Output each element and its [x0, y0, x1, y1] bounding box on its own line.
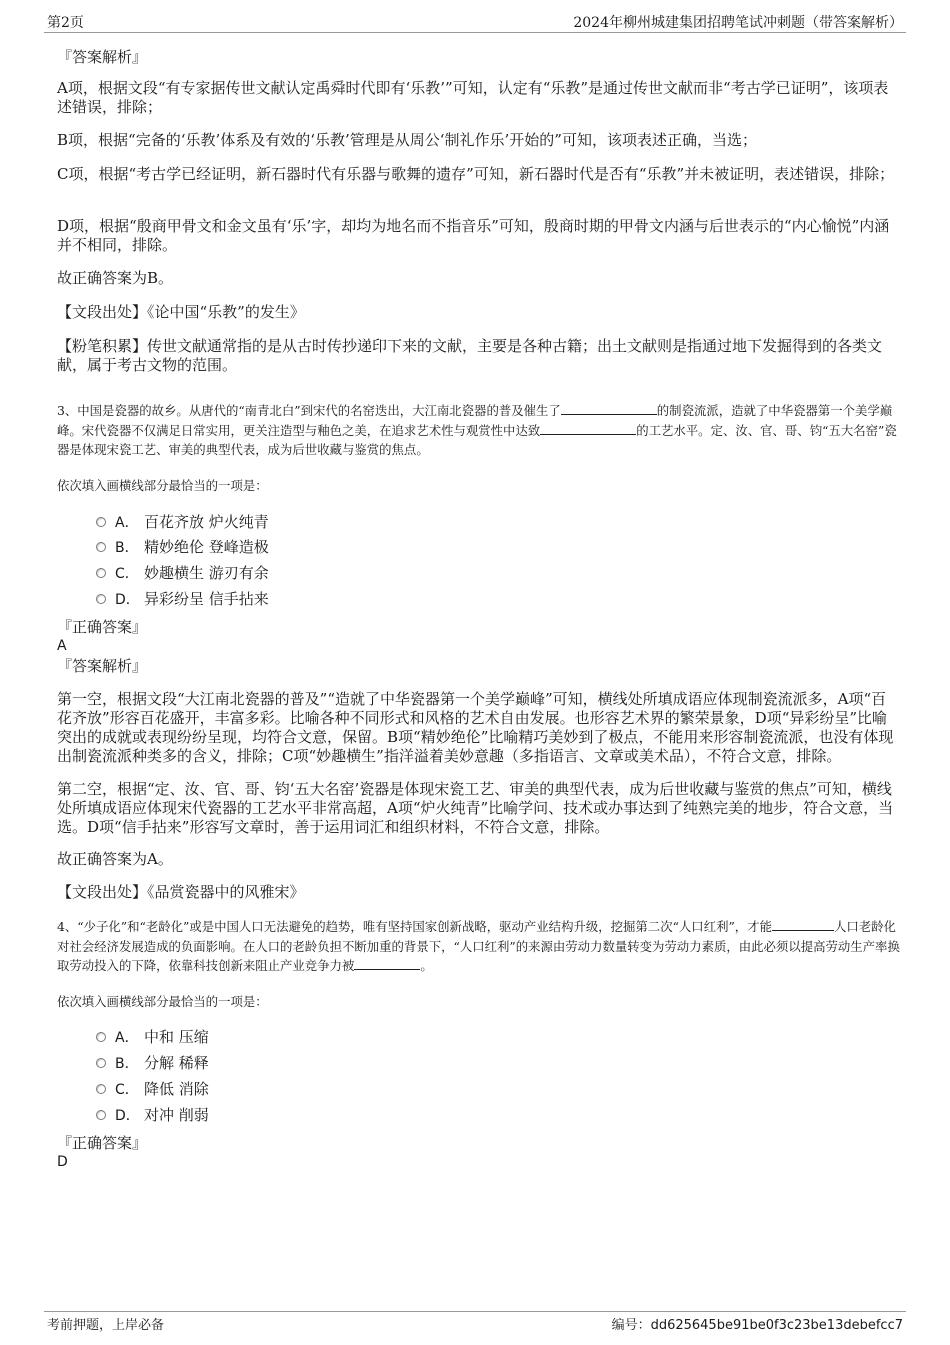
analysis-option-b: B项，根据“完备的‘乐教’体系及有效的‘乐教’管理是从周公‘制礼作乐’开始的”可知，该项表述正确，当选； — [57, 131, 757, 149]
q3-option-a[interactable]: A． 百花齐放 炉火纯青 — [96, 511, 269, 533]
radio-icon[interactable] — [96, 594, 106, 604]
q4-option-b[interactable]: B． 分解 稀释 — [96, 1052, 209, 1074]
analysis-option-d: D项，根据“殷商甲骨文和金文虽有‘乐’字，却均为地名而不指音乐”可知，殷商时期的甲骨文内涵与后世表示的“内心愉悦”内涵并不相同，排除。 — [57, 217, 890, 254]
knowledge-note: 【粉笔积累】传世文献通常指的是从古时传抄递印下来的文献，主要是各种古籍；出土文献则是指通过地下发掘得到的各类文献，属于考古文物的范围。 — [57, 337, 883, 374]
correct-answer: D — [57, 1154, 68, 1170]
blank-2 — [354, 957, 420, 970]
question-4-stem: 4、“少子化”和“老龄化”或是中国人口无法避免的趋势，唯有坚持国家创新战略，驱动产业结构升级，挖掘第二次“人口红利”，才能 人口老龄化对社会经济发展造成的负面影响。在人口的老龄负担不断加重的背景下，“人口红利”的来源由劳动力数量转变为劳动力素质，由此必须以提高劳动生产率换取劳动投入的下降，依靠科技创新来阻止产业竞争力被 。 — [57, 919, 900, 973]
radio-icon[interactable] — [96, 1032, 106, 1042]
document-title: 2024年柳州城建集团招聘笔试冲刺题（带答案解析） — [573, 15, 903, 31]
document-code: 编号：dd625645be91be0f3c23be13debefcc7 — [611, 1318, 903, 1333]
answer-conclusion: 故正确答案为B。 — [57, 269, 174, 287]
correct-answer-heading: 『正确答案』 — [57, 618, 148, 636]
analysis-heading: 『答案解析』 — [57, 657, 148, 675]
radio-icon[interactable] — [96, 517, 106, 527]
q4-option-c[interactable]: C． 降低 消除 — [96, 1078, 209, 1100]
q4-option-a[interactable]: A． 中和 压缩 — [96, 1026, 209, 1048]
blank-1 — [772, 918, 834, 931]
question-3-prompt: 依次填入画横线部分最恰当的一项是： — [57, 478, 268, 493]
passage-source: 【文段出处】《论中国“乐教”的发生》 — [57, 303, 305, 321]
blank-1 — [561, 402, 657, 415]
header-divider — [44, 32, 906, 33]
radio-icon[interactable] — [96, 1084, 106, 1094]
analysis-heading: 『答案解析』 — [57, 48, 148, 66]
radio-icon[interactable] — [96, 542, 106, 552]
page-number: 第2页 — [47, 15, 84, 31]
radio-icon[interactable] — [96, 1110, 106, 1120]
q3-option-d[interactable]: D． 异彩纷呈 信手拈来 — [96, 588, 269, 610]
correct-answer-heading: 『正确答案』 — [57, 1134, 148, 1152]
analysis-option-a: A项，根据文段“有专家据传世文献认定禹舜时代即有‘乐教’”可知，认定有“乐教”是通过传世文献而非“考古学已证明”，该项表述错误，排除； — [57, 79, 889, 116]
question-3-stem: 3、中国是瓷器的故乡。从唐代的“南青北白”到宋代的名窑迭出，大江南北瓷器的普及催生了 的制瓷流派，造就了中华瓷器第一个美学巅峰。宋代瓷器不仅满足日常实用，更关注造型与釉色之美，在追求艺术性与观赏性中达致 的工艺水平。定、汝、官、哥、钧“五大名窑”瓷器是体现宋瓷工艺、审美的典型代表，成为后世收藏与鉴赏的焦点。 — [57, 403, 897, 457]
analysis-blank-1: 第一空，根据文段“大江南北瓷器的普及”“造就了中华瓷器第一个美学巅峰”可知，横线处所填成语应体现制瓷流派多，A项“百花齐放”形容百花盛开，丰富多彩。比喻各种不同形式和风格的艺术自由发展。也形容艺术界的繁荣景象，D项“异彩纷呈”比喻突出的成就或表现纷纷呈现，均符合文意，保留。B项“精妙绝伦”比喻精巧美妙到了极点，不能用来形容制瓷流派，也没有体现出制瓷流派种类多的含义，排除；C项“妙趣横生”指洋溢着美妙意趣（多指语言、文章或美术品），不符合文意，排除。 — [57, 690, 894, 765]
analysis-blank-2: 第二空，根据“定、汝、官、哥、钧‘五大名窑’瓷器是体现宋瓷工艺、审美的典型代表，成为后世收藏与鉴赏的焦点”可知，横线处所填成语应体现宋代瓷器的工艺水平非常高超，A项“炉火纯青”比喻学问、技术或办事达到了纯熟完美的地步，符合文意，当选。D项“信手拈来”形容写文章时，善于运用词汇和组织材料，不符合文意，排除。 — [57, 780, 894, 836]
q4-option-d[interactable]: D． 对冲 削弱 — [96, 1104, 209, 1126]
q3-option-c[interactable]: C． 妙趣横生 游刃有余 — [96, 562, 269, 584]
q3-option-b[interactable]: B． 精妙绝伦 登峰造极 — [96, 536, 269, 558]
footer-slogan: 考前押题，上岸必备 — [47, 1318, 165, 1333]
answer-conclusion: 故正确答案为A。 — [57, 850, 173, 868]
question-4-prompt: 依次填入画横线部分最恰当的一项是： — [57, 994, 268, 1009]
radio-icon[interactable] — [96, 568, 106, 578]
radio-icon[interactable] — [96, 1058, 106, 1068]
blank-2 — [540, 422, 636, 435]
passage-source: 【文段出处】《品赏瓷器中的风雅宋》 — [57, 883, 305, 901]
correct-answer: A — [57, 638, 67, 654]
footer-divider — [44, 1311, 906, 1312]
analysis-option-c: C项，根据“考古学已经证明，新石器时代有乐器与歌舞的遗存”可知，新石器时代是否有“乐教”并未被证明，表述错误，排除； — [57, 165, 895, 183]
